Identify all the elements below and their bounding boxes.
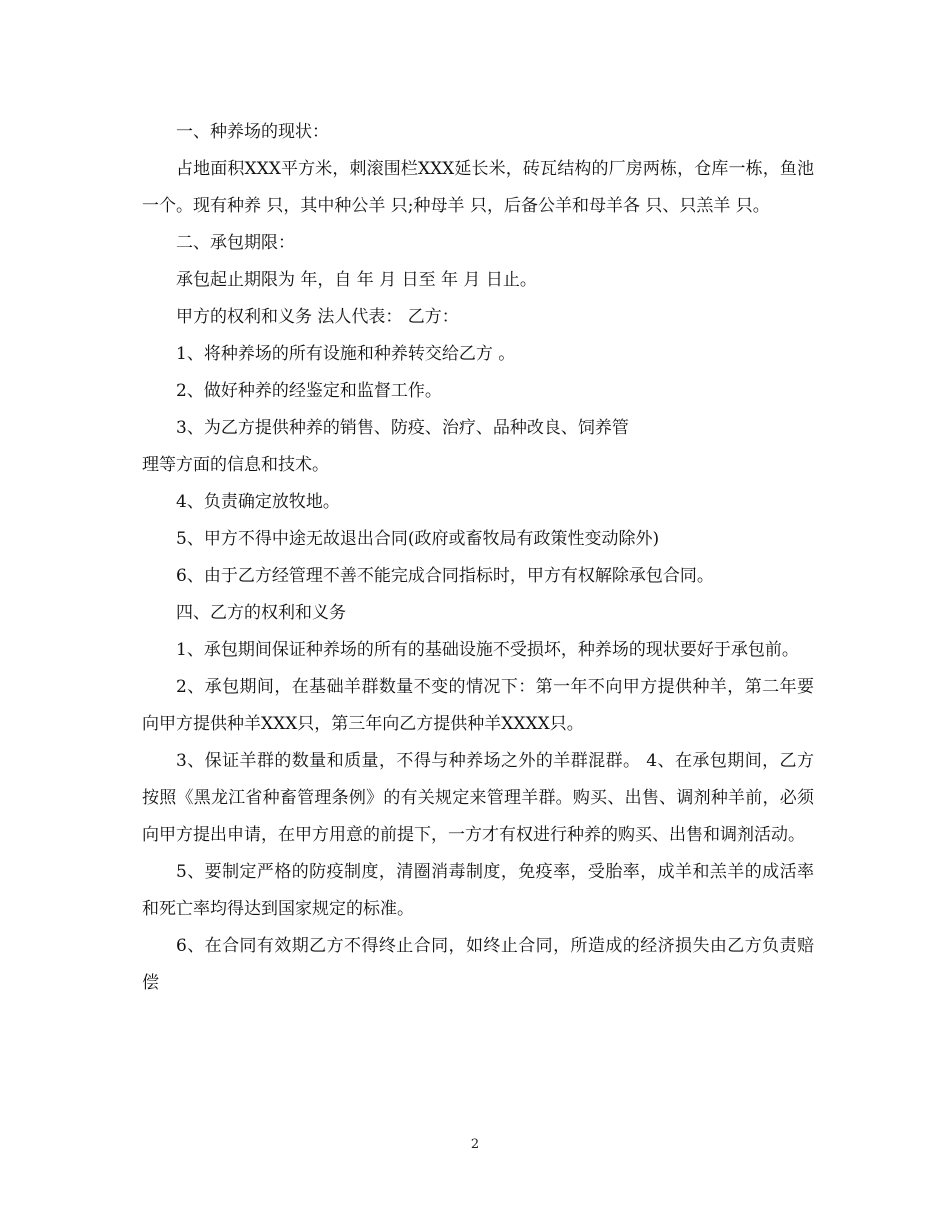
- list-item-a3-continued: 理等方面的信息和技术。: [142, 455, 329, 475]
- section-heading-status: 一、种养场的现状：: [176, 122, 329, 142]
- list-item-a1: 1、将种养场的所有设施和种养转交给乙方 。: [176, 344, 516, 364]
- page-number: 2: [470, 1137, 480, 1152]
- list-item-b1: 1、承包期间保证种养场的所有的基础设施不受损坏，种养场的现状要好于承包前。: [176, 640, 799, 660]
- list-item-b5: 5、要制定严格的防疫制度，清圈消毒制度，免疫率，受胎率，成羊和羔羊的成活率和死亡率均得达到国家规定的标准。: [142, 862, 814, 919]
- paragraph-status-details: 占地面积XXX平方米，刺滚围栏XXX延长米，砖瓦结构的厂房两栋，仓库一栋，鱼池一个。现有种养 只，其中种公羊 只;种母羊 只，后备公羊和母羊各 只、只羔羊 只。: [142, 159, 814, 216]
- paragraph-term-details: 承包起止期限为 年，自 年 月 日至 年 月 日止。: [176, 270, 537, 290]
- list-item-b6: 6、在合同有效期乙方不得终止合同，如终止合同，所造成的经济损失由乙方负责赔偿: [142, 936, 814, 993]
- paragraph-party-a-rights: 甲方的权利和义务 法人代表： 乙方：: [176, 307, 459, 327]
- section-heading-term: 二、承包期限：: [176, 233, 295, 253]
- document-body: [142, 114, 814, 1002]
- list-item-a5: 5、甲方不得中途无故退出合同(政府或畜牧局有政策性变动除外): [176, 529, 660, 549]
- list-item-a3: 3、为乙方提供种养的销售、防疫、治疗、品种改良、饲养管: [176, 418, 629, 438]
- section-heading-party-b: 四、乙方的权利和义务: [176, 603, 346, 623]
- list-item-a6: 6、由于乙方经管理不善不能完成合同指标时，甲方有权解除承包合同。: [176, 566, 714, 586]
- list-item-b3: 3、保证羊群的数量和质量，不得与种养场之外的羊群混群。 4、在承包期间，乙方按照《黑龙江省种畜管理条例》的有关规定来管理羊群。购买、出售、调剂种羊前，必须向甲方提出申请，在甲方用意的前提下，一方才有权进行种养的购买、出售和调剂活动。: [142, 751, 814, 845]
- list-item-a2: 2、做好种养的经鉴定和监督工作。: [176, 381, 442, 401]
- list-item-b2: 2、承包期间，在基础羊群数量不变的情况下：第一年不向甲方提供种羊，第二年要向甲方提供种羊XXX只，第三年向乙方提供种羊XXXX只。: [142, 677, 814, 734]
- list-item-a4: 4、负责确定放牧地。: [176, 492, 340, 512]
